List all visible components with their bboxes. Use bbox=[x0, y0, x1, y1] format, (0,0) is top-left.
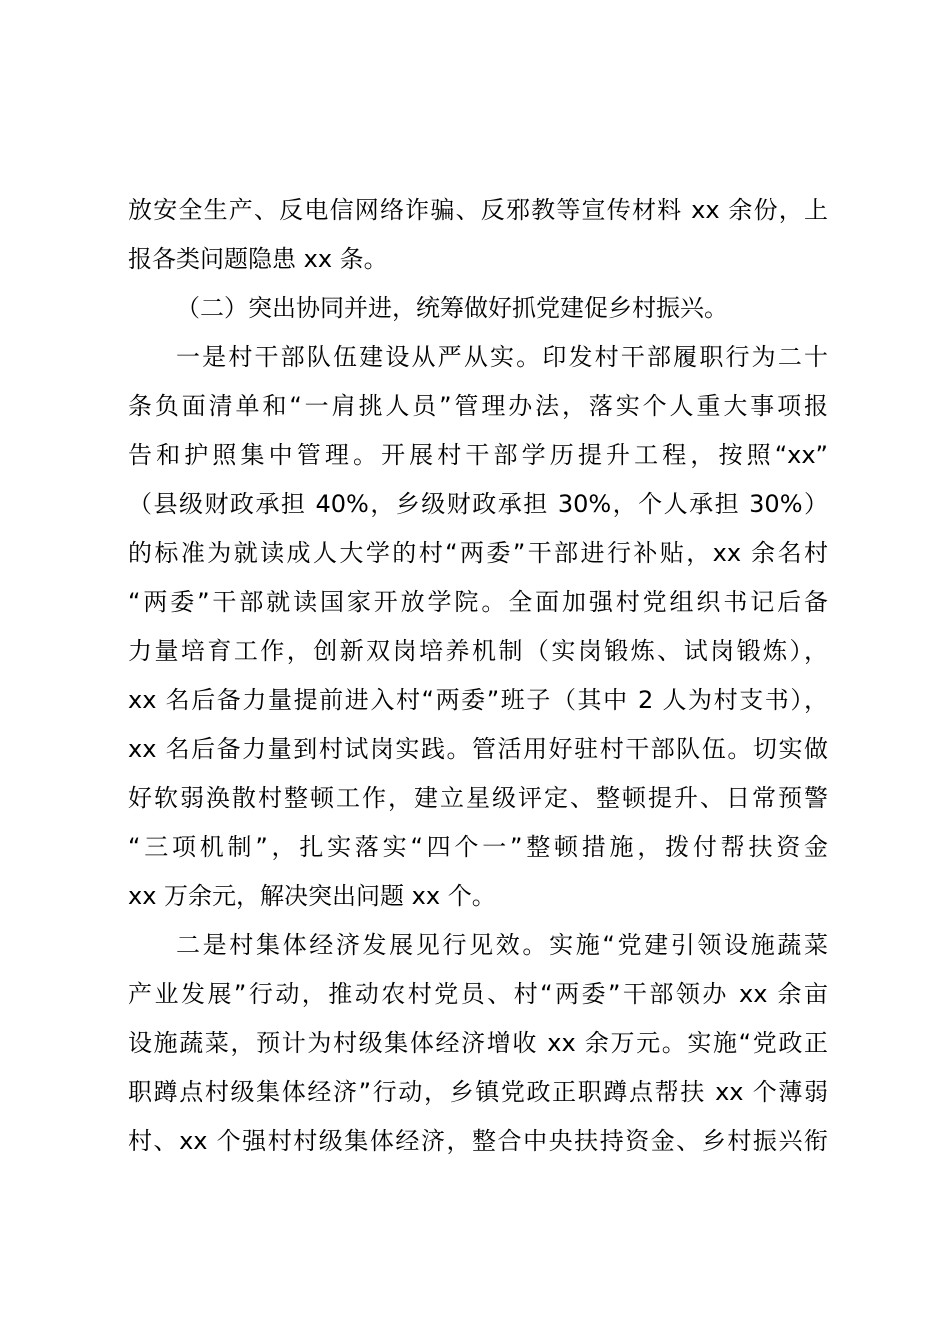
text-line: “三项机制”，扎实落实“四个一”整顿措施，拨付帮扶资金 bbox=[128, 833, 828, 861]
document-body bbox=[128, 186, 828, 1166]
text-line: 告和护照集中管理。开展村干部学历提升工程，按照“xx” bbox=[128, 441, 828, 469]
text-line: （县级财政承担 40%，乡级财政承担 30%，个人承担 30%） bbox=[128, 490, 828, 518]
text-line: 的标准为就读成人大学的村“两委”干部进行补贴，xx 余名村 bbox=[128, 539, 828, 567]
text-line: 村、xx 个强村村级集体经济，整合中央扶持资金、乡村振兴衔 bbox=[128, 1127, 828, 1155]
text-line: xx 万余元，解决突出问题 xx 个。 bbox=[128, 882, 496, 910]
text-line: 放安全生产、反电信网络诈骗、反邪教等宣传材料 xx 余份，上 bbox=[128, 196, 828, 224]
paragraph-first-line: 一是村干部队伍建设从严从实。印发村干部履职行为二十 bbox=[176, 343, 828, 371]
text-line: xx 名后备力量到村试岗实践。管活用好驻村干部队伍。切实做 bbox=[128, 735, 828, 763]
text-line: 报各类问题隐患 xx 条。 bbox=[128, 245, 388, 273]
text-line: 条负面清单和“一肩挑人员”管理办法，落实个人重大事项报 bbox=[128, 392, 828, 420]
text-line: 设施蔬菜，预计为村级集体经济增收 xx 余万元。实施“党政正 bbox=[128, 1029, 828, 1057]
section-heading: （二）突出协同并进，统筹做好抓党建促乡村振兴。 bbox=[176, 294, 728, 322]
text-line: “两委”干部就读国家开放学院。全面加强村党组织书记后备 bbox=[128, 588, 828, 616]
text-line: xx 名后备力量提前进入村“两委”班子（其中 2 人为村支书）， bbox=[128, 686, 828, 714]
text-line: 产业发展”行动，推动农村党员、村“两委”干部领办 xx 余亩 bbox=[128, 980, 828, 1008]
text-line: 好软弱涣散村整顿工作，建立星级评定、整顿提升、日常预警 bbox=[128, 784, 828, 812]
text-line: 职蹲点村级集体经济”行动，乡镇党政正职蹲点帮扶 xx 个薄弱 bbox=[128, 1078, 828, 1106]
text-line: 力量培育工作，创新双岗培养机制（实岗锻炼、试岗锻炼）， bbox=[128, 637, 828, 665]
paragraph-first-line: 二是村集体经济发展见行见效。实施“党建引领设施蔬菜 bbox=[176, 931, 828, 959]
